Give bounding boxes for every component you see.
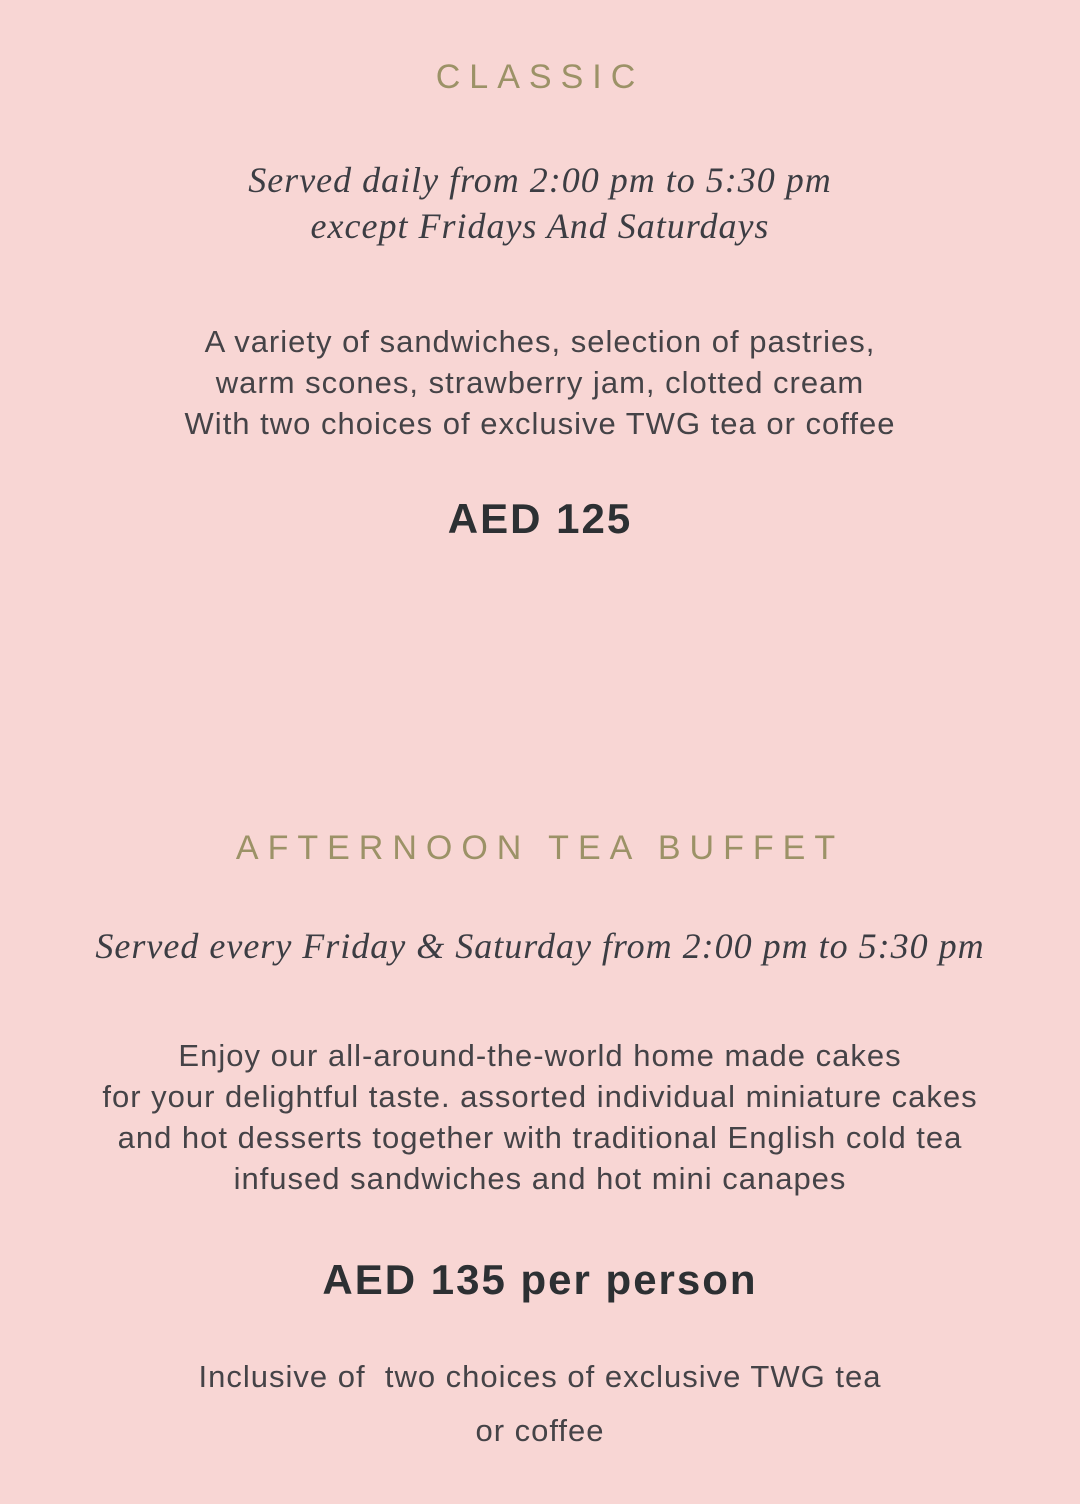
section-title-afternoon-tea-buffet: AFTERNOON TEA BUFFET — [235, 829, 845, 867]
schedule-line: Served daily from 2:00 pm to 5:30 pm — [248, 160, 832, 200]
classic-schedule — [0, 157, 1080, 249]
note-line: Inclusive of two choices of exclusive TWG tea — [198, 1359, 882, 1394]
buffet-schedule — [0, 923, 1080, 969]
classic-price: AED 125 — [447, 495, 633, 542]
description-line: A variety of sandwiches, selection of pastries, — [204, 324, 876, 359]
section-afternoon-tea-buffet — [0, 825, 1080, 1458]
description-line: infused sandwiches and hot mini canapes — [233, 1161, 847, 1196]
description-line: for your delightful taste. assorted individual miniature cakes — [102, 1079, 978, 1114]
description-line: warm scones, strawberry jam, clotted cream — [215, 365, 865, 400]
schedule-line: Served every Friday & Saturday from 2:00 pm to 5:30 pm — [95, 926, 985, 966]
buffet-inclusive-note — [0, 1350, 1080, 1458]
description-line: and hot desserts together with traditional English cold tea — [117, 1120, 963, 1155]
description-line: Enjoy our all-around-the-world home made cakes — [178, 1038, 902, 1073]
section-classic — [0, 0, 1080, 542]
buffet-price: AED 135 per person — [322, 1256, 758, 1303]
classic-description — [0, 321, 1080, 444]
buffet-description — [0, 1035, 1080, 1199]
note-line: or coffee — [475, 1413, 605, 1448]
schedule-line: except Fridays And Saturdays — [310, 206, 770, 246]
section-title-classic: CLASSIC — [435, 58, 645, 96]
description-line: With two choices of exclusive TWG tea or coffee — [184, 406, 896, 441]
